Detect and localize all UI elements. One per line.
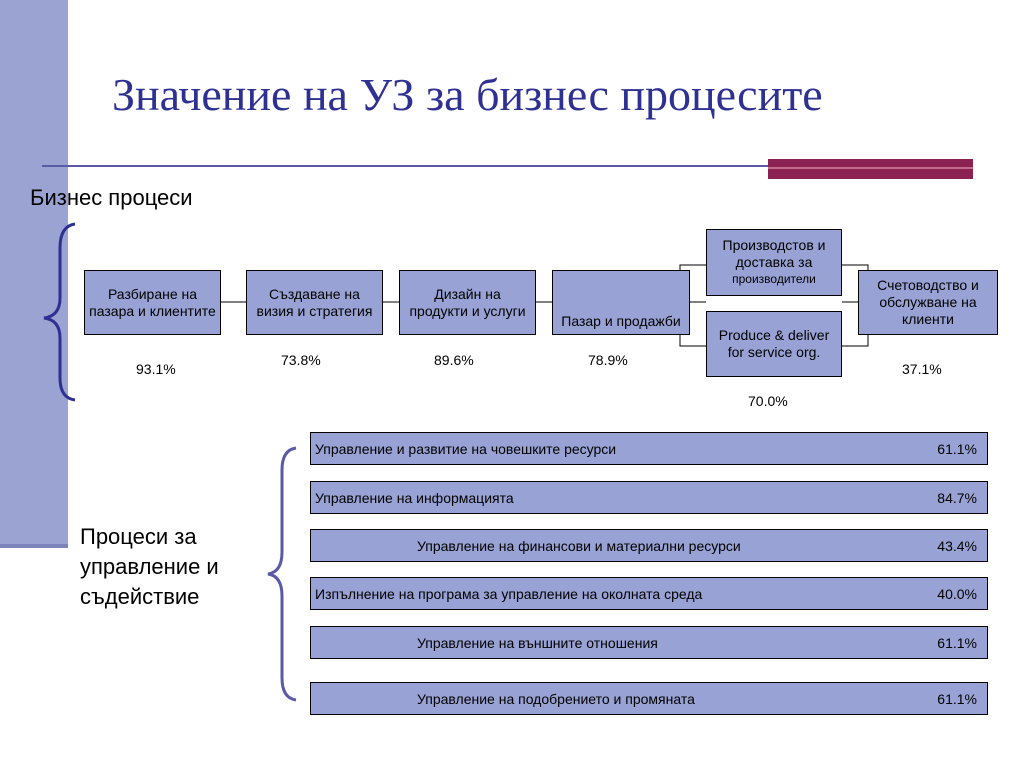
mgmt-item-external-relations [310, 626, 988, 659]
step-production-delivery [706, 229, 842, 296]
mgmt-item-label: Управление на подобрението и промяната [417, 691, 695, 707]
step-label: Дизайн на продукти и услуги [409, 285, 526, 319]
step-label: Производстов и доставка за [722, 237, 826, 270]
mgmt-item-pct: 61.1% [937, 441, 977, 457]
pct-accounting-service: 37.1% [902, 361, 942, 377]
step-accounting-service [858, 270, 998, 335]
mgmt-item-finance [310, 529, 988, 562]
mgmt-item-pct: 84.7% [937, 490, 977, 506]
pct-market-understanding: 93.1% [136, 361, 176, 377]
pct-market-sales: 78.9% [588, 352, 628, 368]
mgmt-item-label: Управление и развитие на човешките ресурси [315, 441, 617, 457]
step-label: Produce & deliver for service org. [718, 327, 830, 360]
mgmt-item-pct: 40.0% [937, 586, 977, 602]
step-vision-strategy [246, 270, 383, 335]
mgmt-item-pct: 43.4% [937, 538, 977, 554]
pct-product-design: 89.6% [434, 352, 474, 368]
step-label: Пазар и продажби [561, 313, 681, 329]
mgmt-item-information [310, 481, 988, 514]
step-label: Разбиране на пазара и клиентите [89, 285, 216, 319]
business-processes-label: Бизнес процеси [30, 185, 193, 210]
mgmt-item-pct: 61.1% [937, 691, 977, 707]
slide-title: Значение на УЗ за бизнес процесите [112, 69, 823, 120]
mgmt-item-environment [310, 577, 988, 610]
mgmt-item-label: Управление на външните отношения [417, 635, 658, 651]
step-label-small: производители [732, 272, 816, 286]
mgmt-item-label: Управление на информацията [315, 490, 514, 506]
mgmt-item-improvement-change [310, 682, 988, 715]
management-processes-label: Процеси за управление и съдействие [80, 524, 219, 609]
step-label: Създаване на визия и стратегия [256, 285, 373, 319]
step-label: Счетоводство и обслужване на клиенти [877, 277, 979, 327]
mgmt-item-human-resources [310, 432, 988, 465]
mgmt-item-label: Изпълнение на програма за управление на околната среда [315, 586, 703, 602]
pct-vision-strategy: 73.8% [281, 352, 321, 368]
mgmt-item-label: Управление на финансови и материални ресурси [417, 538, 741, 554]
mgmt-item-pct: 61.1% [937, 635, 977, 651]
step-market-sales [552, 270, 690, 335]
step-produce-deliver-service [706, 311, 842, 377]
step-market-understanding [84, 270, 221, 335]
pct-produce-deliver-service: 70.0% [748, 393, 788, 409]
step-product-design [399, 270, 536, 335]
